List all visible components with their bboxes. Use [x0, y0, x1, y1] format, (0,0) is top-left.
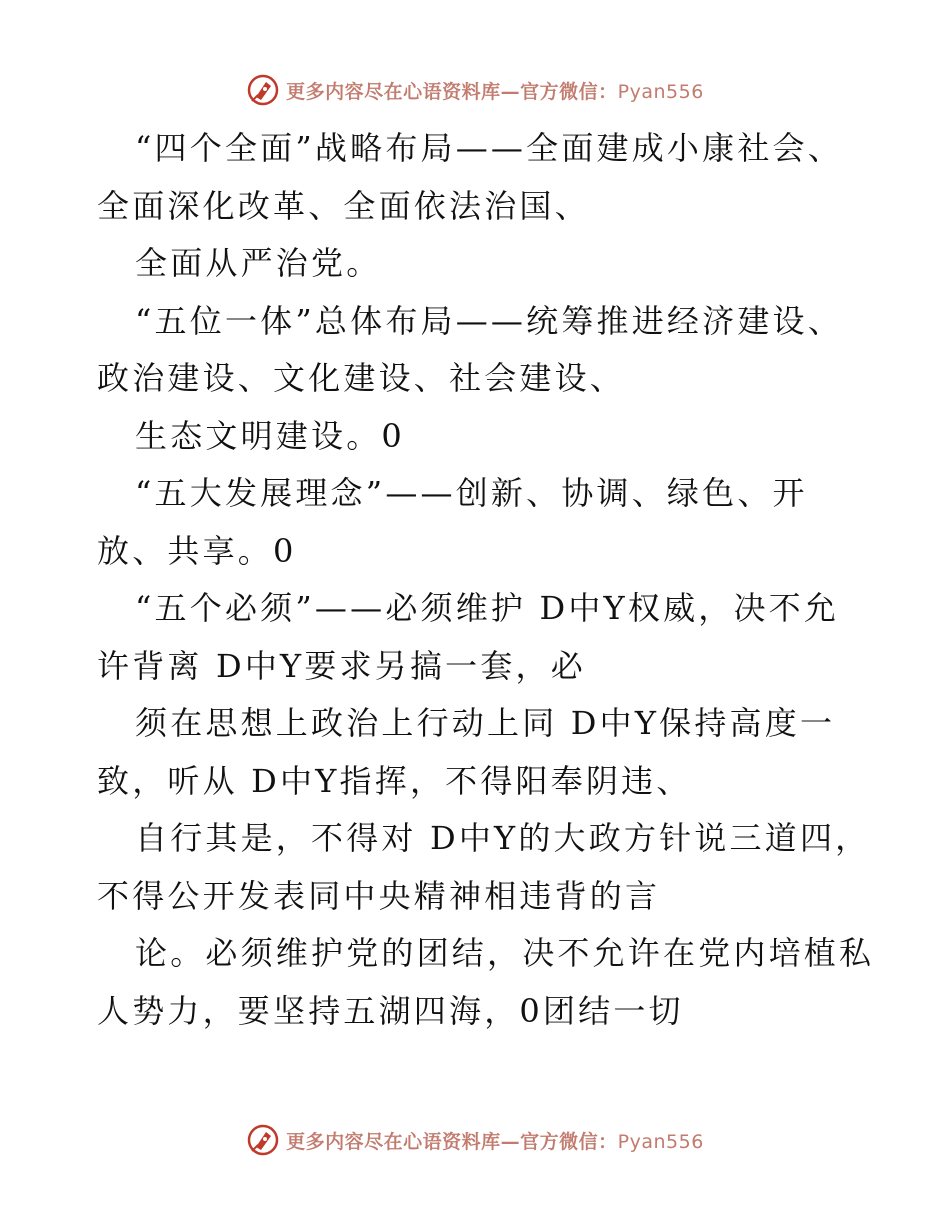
document-body [97, 120, 875, 1040]
text-line: 政治建设、文化建设、社会建设、 [97, 359, 626, 397]
wechat-id: Pyan556 [617, 1130, 704, 1153]
wechat-id: Pyan556 [617, 80, 704, 103]
text-line: 全面深化改革、全面依法治国、 [97, 186, 590, 225]
pen-nib-circle-icon [246, 1123, 280, 1157]
text-line: 论。必须维护党的团结，决不允许在党内培植私 [135, 934, 875, 972]
text-line: 致，听从 D中Y指挥，不得阳奉阴违、 [97, 761, 692, 800]
banner-text: 更多内容尽在心语资料库—官方微信：Pyan556 [286, 80, 704, 103]
text-line: “四个全面”战略布局——全面建成小康社会、 [135, 129, 843, 167]
text-line: 自行其是，不得对 D中Y的大政方针说三道四， [135, 819, 871, 857]
header-banner [0, 70, 950, 110]
text-line: “五位一体”总体布局——统筹推进经济建设、 [135, 301, 843, 340]
text-line: 许背离 D中Y要求另搞一套，必 [97, 646, 586, 685]
text-line: “五个必须”——必须维护 D中Y权威，决不允 [135, 589, 840, 627]
banner-text: 更多内容尽在心语资料库—官方微信：Pyan556 [286, 1130, 704, 1153]
text-line: 人势力，要坚持五湖四海，0团结一切 [97, 991, 684, 1030]
footer-banner [0, 1120, 950, 1160]
text-line: 放、共享。0 [97, 531, 297, 570]
text-line: 不得公开发表同中央精神相违背的言 [97, 876, 661, 915]
pen-nib-circle-icon [246, 73, 280, 107]
text-line: 生态文明建设。0 [135, 416, 405, 455]
text-line: 须在思想上政治上行动上同 D中Y保持高度一 [135, 704, 836, 742]
text-line: “五大发展理念”——创新、协调、绿色、开 [135, 474, 808, 512]
text-line: 全面从严治党。 [135, 244, 382, 282]
